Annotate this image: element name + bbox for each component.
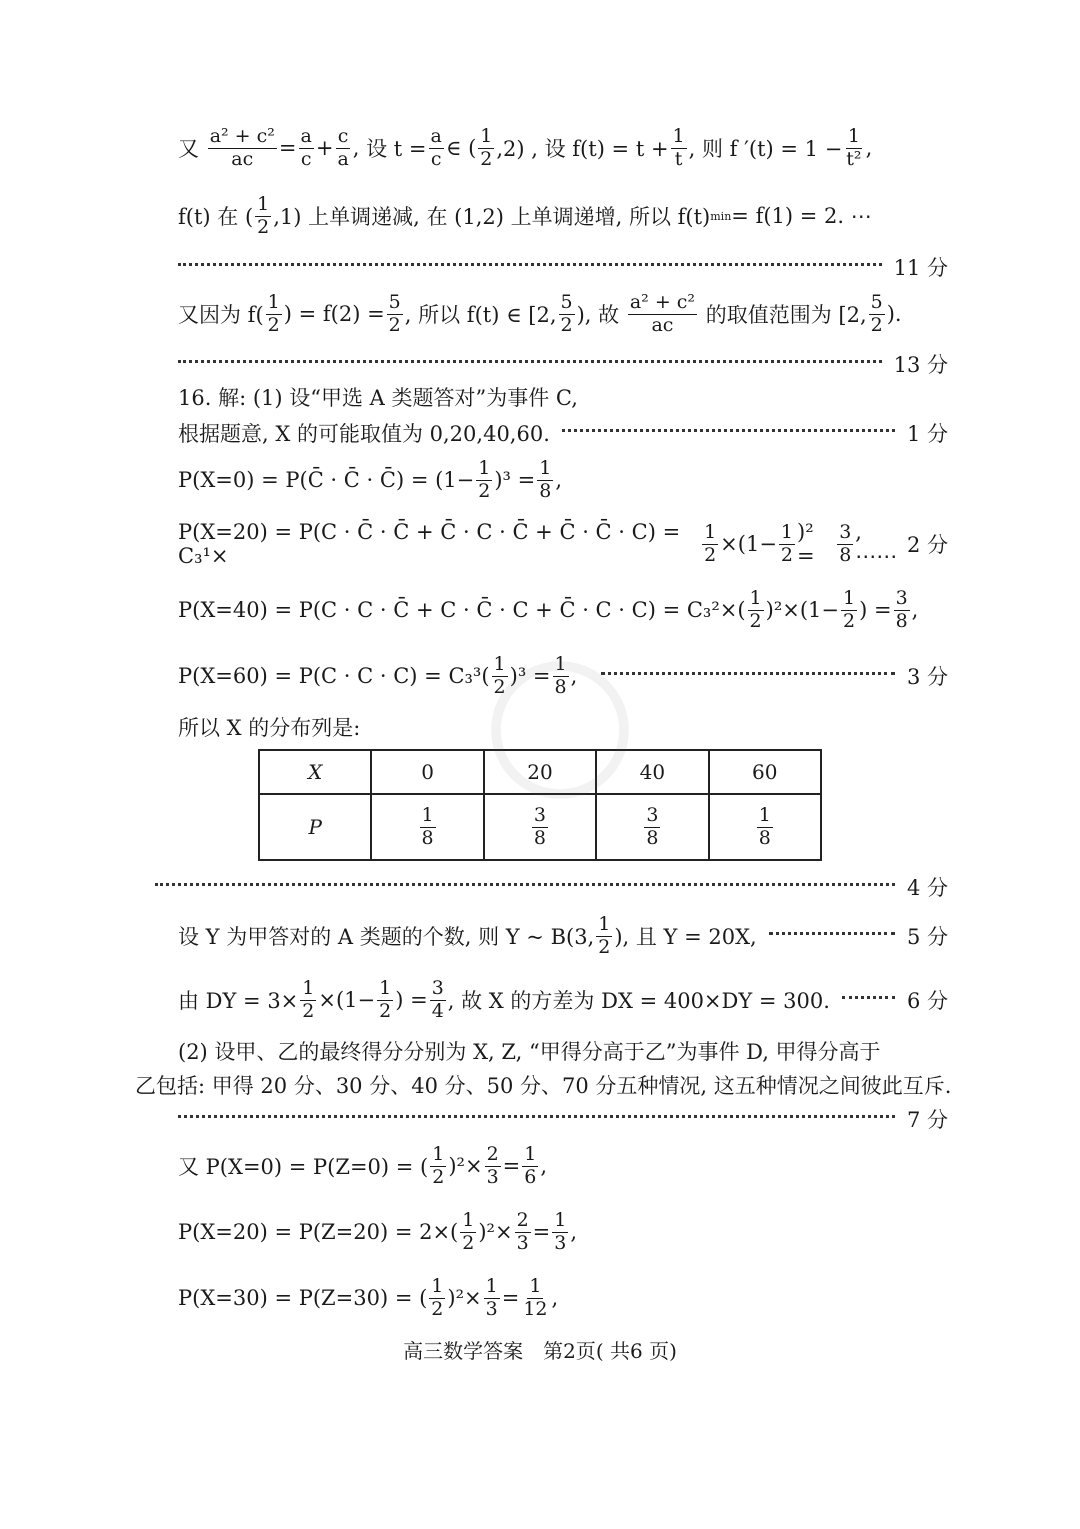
text: ), 故 xyxy=(576,303,620,327)
score-label: 2 分 xyxy=(906,533,948,557)
fraction: $\frac{\text{a² + c²}}{ac}$ xyxy=(209,124,275,170)
text: ,1) 上单调递减, 在 (1,2) 上单调递增, 所以 f(t) xyxy=(273,205,711,229)
leader-dots xyxy=(601,672,895,675)
score-label: 6 分 xyxy=(906,989,948,1013)
score-row xyxy=(178,252,948,282)
fraction: $\frac{3}{4}$ xyxy=(431,976,444,1022)
text: , 故 X 的方差为 DX = 400×DY = 300. xyxy=(447,989,830,1013)
line-px30 xyxy=(178,1270,948,1326)
score-row xyxy=(155,872,948,902)
fraction: $\frac{1}{8}$ xyxy=(554,652,567,698)
table-cell: 0 xyxy=(371,750,483,794)
text: = xyxy=(501,1286,520,1310)
text: , ⋯⋯ xyxy=(855,520,898,568)
text: 设 t = xyxy=(366,137,427,161)
fraction: $\frac{1}{2}$ xyxy=(780,520,794,566)
text: ) = f(2) = xyxy=(283,302,385,326)
text: = xyxy=(532,1220,551,1244)
text: f(t) 在 ( xyxy=(178,205,254,229)
text: )²× xyxy=(448,1154,483,1178)
watermark-icon xyxy=(480,650,640,810)
leader-dots xyxy=(842,996,895,999)
score-label: 5 分 xyxy=(906,925,948,949)
line-variance xyxy=(178,972,948,1028)
text: )²× xyxy=(478,1220,513,1244)
text: P(X=30) = P(Z=30) = ( xyxy=(178,1286,428,1310)
text: , xyxy=(555,468,563,492)
text: , xyxy=(911,598,919,622)
text: , 则 f ′(t) = 1 − xyxy=(688,137,843,161)
score-row xyxy=(178,349,948,379)
text: = xyxy=(278,136,297,160)
text: , xyxy=(352,136,367,160)
text: , xyxy=(570,1220,578,1244)
fraction: $\frac{1}{12}$ xyxy=(523,1274,548,1320)
fraction: $\frac{1}{\text{t²}}$ xyxy=(846,124,862,170)
fraction: $\frac{\text{a² + c²}}{ac}$ xyxy=(629,290,696,336)
fraction: $\frac{1}{2}$ xyxy=(598,912,611,958)
leader-dots xyxy=(769,932,895,935)
text: P(X=20) = P(C · C̄ · C̄ + C̄ · C · C̄ + C̄ · C̄ · C) = C₃¹× xyxy=(178,520,681,568)
fraction: $\frac{c}{a}$ xyxy=(337,124,349,170)
table-cell: 20 xyxy=(484,750,596,794)
fraction: $\frac{1}{8}$ xyxy=(539,456,552,502)
fraction: $\frac{5}{2}$ xyxy=(560,290,573,336)
fraction: $\frac{1}{t}$ xyxy=(672,124,685,170)
fraction: $\frac{1}{2}$ xyxy=(267,290,280,336)
fraction: $\frac{a}{c}$ xyxy=(430,124,442,170)
fraction: $\frac{3}{8}$ xyxy=(839,520,852,566)
leader-dots xyxy=(178,263,882,266)
table-cell: $\frac{3}{8}$ xyxy=(596,794,708,860)
text: P(X=0) = P(C̄ · C̄ · C̄) = (1− xyxy=(178,468,475,492)
text: P(X=40) = P(C · C · C̄ + C · C̄ · C + C̄ · C · C) = C₃²×( xyxy=(178,598,746,622)
line-binomial xyxy=(178,908,948,964)
fraction: $\frac{1}{3}$ xyxy=(485,1274,498,1320)
fraction: $\frac{1}{2}$ xyxy=(257,192,270,238)
text: , xyxy=(551,1286,559,1310)
leader-dots xyxy=(178,360,882,363)
fraction: $\frac{1}{2}$ xyxy=(749,586,762,632)
text: 又因为 f( xyxy=(178,303,264,327)
text: )² = xyxy=(797,520,815,568)
text: )³ = xyxy=(494,468,536,492)
fraction: $\frac{a}{c}$ xyxy=(300,124,312,170)
fraction: $\frac{1}{6}$ xyxy=(524,1142,537,1188)
fraction: $\frac{1}{2}$ xyxy=(379,976,392,1022)
fraction: $\frac{5}{2}$ xyxy=(870,290,883,336)
text: P(X=60) = P(C · C · C) = C₃³( xyxy=(178,664,490,688)
score-row xyxy=(178,1104,948,1134)
subscript: min xyxy=(710,209,732,223)
table-cell: 40 xyxy=(596,750,708,794)
fraction: $\frac{2}{3}$ xyxy=(516,1208,529,1254)
text: 由 DY = 3× xyxy=(178,989,299,1013)
leader-dots xyxy=(562,429,895,432)
table-cell: $\frac{1}{8}$ xyxy=(371,794,483,860)
text: )³ = xyxy=(509,664,551,688)
text: ∈ ( xyxy=(445,136,477,160)
fraction: $\frac{1}{2}$ xyxy=(462,1208,475,1254)
fraction: $\frac{1}{2}$ xyxy=(432,1142,445,1188)
score-row xyxy=(178,418,948,448)
text: = f(1) = 2. ⋯ xyxy=(731,204,872,228)
line-p0 xyxy=(178,452,948,508)
part2-line1 xyxy=(178,1036,948,1066)
fraction: $\frac{3}{8}$ xyxy=(895,586,908,632)
score-label: 4 分 xyxy=(906,876,948,900)
line-range xyxy=(178,285,948,343)
text: 根据题意, X 的可能取值为 0,20,40,60. xyxy=(178,422,550,446)
score-label: 7 分 xyxy=(906,1108,948,1132)
text: 所以 X 的分布列是: xyxy=(178,716,361,740)
line-p40 xyxy=(178,582,948,638)
fraction: $\frac{1}{2}$ xyxy=(302,976,315,1022)
leader-dots xyxy=(155,883,895,886)
text: ×(1− xyxy=(318,988,376,1012)
text: P(X=20) = P(Z=20) = 2×( xyxy=(178,1220,459,1244)
text: 又 xyxy=(178,137,199,161)
text: )²× xyxy=(447,1286,482,1310)
table-cell: $\frac{3}{8}$ xyxy=(484,794,596,860)
fraction: $\frac{1}{2}$ xyxy=(431,1274,444,1320)
score-label: 3 分 xyxy=(906,665,948,689)
line-p20 xyxy=(178,516,948,572)
text: , xyxy=(570,664,578,688)
text: = xyxy=(502,1154,521,1178)
part2-line2 xyxy=(135,1070,952,1100)
text: 16. 解: (1) 设“甲选 A 类题答对”为事件 C, xyxy=(178,386,578,410)
fraction: $\frac{2}{3}$ xyxy=(486,1142,499,1188)
score-label: 13 分 xyxy=(893,353,948,377)
line-px20 xyxy=(178,1204,948,1260)
fraction: $\frac{1}{2}$ xyxy=(478,456,491,502)
score-label: 11 分 xyxy=(893,256,948,280)
fraction: $\frac{1}{2}$ xyxy=(493,652,506,698)
question-16-title xyxy=(178,382,948,412)
text: , 所以 f(t) ∈ [2, xyxy=(404,303,557,327)
text: + xyxy=(315,136,334,160)
table-header-cell: X xyxy=(259,750,371,794)
text: ×(1− xyxy=(720,532,777,556)
text: ) = xyxy=(859,598,892,622)
score-label: 1 分 xyxy=(906,422,948,446)
text: ) = xyxy=(395,988,428,1012)
text: , xyxy=(540,1154,548,1178)
fraction: $\frac{1}{3}$ xyxy=(554,1208,567,1254)
text: ,2) , 设 f(t) = t + xyxy=(496,137,669,161)
text: 设 Y 为甲答对的 A 类题的个数, 则 Y ~ B(3, xyxy=(178,925,595,949)
table-cell: 60 xyxy=(709,750,821,794)
line-px0 xyxy=(178,1138,948,1194)
text: 的取值范围为 [2, xyxy=(705,303,867,327)
fraction: $\frac{1}{2}$ xyxy=(480,124,493,170)
text: (2) 设甲、乙的最终得分分别为 X, Z, “甲得分高于乙”为事件 D, 甲得分高于 xyxy=(178,1040,881,1064)
fraction: $\frac{5}{2}$ xyxy=(388,290,401,336)
text: ), 且 Y = 20X, xyxy=(614,925,757,949)
text: 乙包括: 甲得 20 分、30 分、40 分、50 分、70 分五种情况, 这五种情况之间彼此互斥. xyxy=(135,1074,952,1098)
fraction: $\frac{1}{2}$ xyxy=(704,520,717,566)
table-header-cell: P xyxy=(259,794,371,860)
leader-dots xyxy=(178,1115,895,1118)
text: )²×(1− xyxy=(765,598,839,622)
table-cell: $\frac{1}{8}$ xyxy=(709,794,821,860)
line-monotonic xyxy=(178,188,948,244)
text: , xyxy=(865,136,873,160)
text: ). xyxy=(886,302,902,326)
fraction: $\frac{1}{2}$ xyxy=(843,586,856,632)
page-footer: 高三数学答案 第2页( 共6 页) xyxy=(403,1339,677,1363)
line-ratio-setup xyxy=(178,118,948,178)
text: 又 P(X=0) = P(Z=0) = ( xyxy=(178,1155,429,1179)
